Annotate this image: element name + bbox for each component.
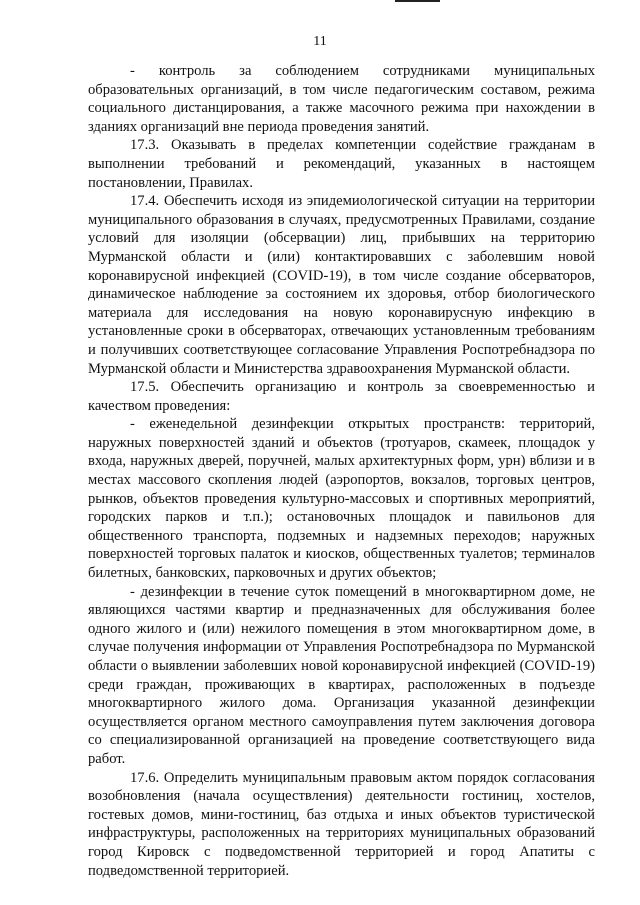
top-edge-rule	[395, 0, 440, 2]
document-body	[88, 62, 595, 880]
paragraph-17-3-assistance: 17.3. Оказывать в пределах компетенции содействие гражданам в выполнении требований и рекомендаций, указанных в настоящем постановлении, Правилах.	[88, 137, 595, 191]
paragraph-17-4-isolation: 17.4. Обеспечить исходя из эпидемиологической ситуации на территории муниципального образования в случаях, предусмотренных Правилами, создание условий для изоляции (обсервации) лиц, прибывших на территорию Мурманской области и (или) контактировавших с заболевшим новой коронавирусной инфекцией (COVID-19), в том числе создание обсерваторов, динамическое наблюдение за состоянием их здоровья, отбор биологического материала для исследования на новую коронавирусную инфекцию в установленные сроки в обсерваторах, отвечающих установленным требованиям и получивших соответствующее согласование Управления Роспотребнадзора по Мурманской области и Министерства здравоохранения Мурманской области.	[88, 193, 595, 377]
paragraph-weekly-disinfection: - еженедельной дезинфекции открытых пространств: территорий, наружных поверхностей зданий и объектов (тротуаров, скамеек, площадок у входа, наружных дверей, поручней, малых архитектурных форм, урн) вблизи и в местах массового скопления людей (аэропортов, вокзалов, торговых центров, рынков, объектов проведения культурно-массовых и спортивных мероприятий, городских парков и т.п.); остановочных площадок и павильонов для общественного транспорта, подземных и надземных переходов; наружных поверхностей торговых палаток и киосков, общественных туалетов; терминалов билетных, банковских, парковочных и других объектов;	[88, 416, 595, 582]
paragraph-apartment-building-disinfection: - дезинфекции в течение суток помещений в многоквартирном доме, не являющихся частями квартир и предназначенных для обслуживания более одного жилого и (или) нежилого помещения в этом многоквартирном доме, в случае получения информации от Управления Роспотребнадзора по Мурманской области о выявлении заболевших новой коронавирусной инфекцией (COVID-19) среди граждан, проживающих в квартирах, расположенных в подъезде многоквартирного жилого дома. Организация указанной дезинфекции осуществляется органом местного самоуправления путем заключения договора со специализированной организацией на проведение соответствующего вида работ.	[88, 583, 595, 767]
paragraph-staff-distancing-control: - контроль за соблюдением сотрудниками муниципальных образовательных организаций, в том числе педагогическим составом, режима социального дистанцирования, а также масочного режима при нахождении в зданиях организаций вне периода проведения занятий.	[88, 63, 595, 135]
paragraph-17-6-tourism-procedure: 17.6. Определить муниципальным правовым актом порядок согласования возобновления (начала осуществления) деятельности гостиниц, хостелов, гостевых домов, мини-гостиниц, баз отдыха и иных объектов туристической инфраструктуры, расположенных на территориях муниципальных образований город Кировск с подведомственной территорией и город Апатиты с подведомственной территорией.	[88, 769, 595, 879]
paragraph-17-5-disinfection-control: 17.5. Обеспечить организацию и контроль за своевременностью и качеством проведения:	[88, 379, 595, 414]
page-number: 11	[313, 34, 327, 49]
